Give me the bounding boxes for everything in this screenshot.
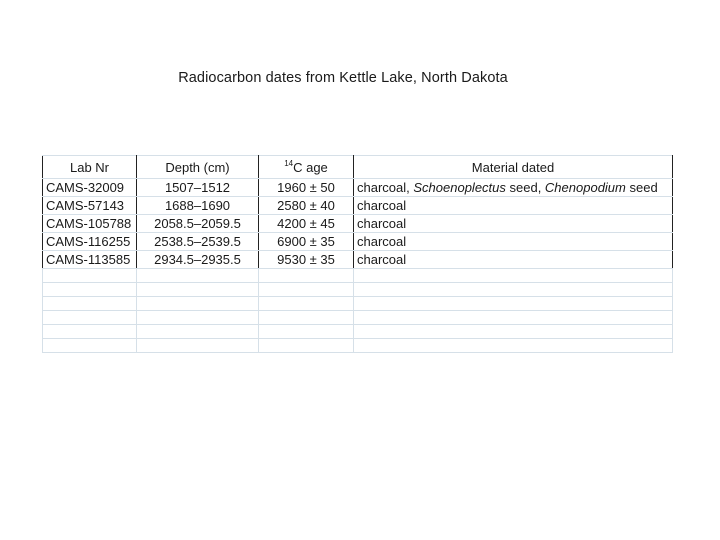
empty-row	[43, 325, 673, 339]
cell-age: 9530 ± 35	[259, 251, 354, 269]
cell-lab-nr: CAMS-116255	[43, 233, 137, 251]
cell-depth: 2538.5–2539.5	[137, 233, 259, 251]
material-text: charcoal,	[357, 180, 414, 195]
empty-row	[43, 269, 673, 283]
radiocarbon-table	[42, 155, 673, 353]
document-title: Radiocarbon dates from Kettle Lake, North Dakota	[178, 70, 508, 86]
header-depth: Depth (cm)	[137, 156, 259, 179]
table-row	[43, 233, 673, 251]
material-text: seed,	[505, 180, 545, 195]
cell-lab-nr: CAMS-57143	[43, 197, 137, 215]
cell-material: charcoal	[354, 197, 673, 215]
cell-material: charcoal	[354, 215, 673, 233]
cell-lab-nr: CAMS-105788	[43, 215, 137, 233]
table-row	[43, 179, 673, 197]
table-row	[43, 215, 673, 233]
header-lab-nr: Lab Nr	[43, 156, 137, 179]
table-row	[43, 251, 673, 269]
header-age-superscript: 14	[284, 159, 294, 168]
cell-age: 4200 ± 45	[259, 215, 354, 233]
material-taxon: Schoenoplectus	[413, 180, 506, 195]
table-row	[43, 197, 673, 215]
empty-row	[43, 339, 673, 353]
cell-age: 2580 ± 40	[259, 197, 354, 215]
cell-material: charcoal	[354, 251, 673, 269]
material-text: seed	[625, 180, 658, 195]
cell-age: 1960 ± 50	[259, 179, 354, 197]
empty-row	[43, 297, 673, 311]
cell-depth: 1507–1512	[137, 179, 259, 197]
header-age-label: C age	[293, 160, 328, 175]
header-material: Material dated	[354, 156, 673, 179]
cell-material: charcoal	[354, 233, 673, 251]
cell-depth: 2058.5–2059.5	[137, 215, 259, 233]
material-taxon: Chenopodium	[544, 180, 626, 195]
cell-depth: 1688–1690	[137, 197, 259, 215]
cell-lab-nr: CAMS-113585	[43, 251, 137, 269]
header-age	[259, 156, 354, 179]
cell-age: 6900 ± 35	[259, 233, 354, 251]
cell-material	[354, 179, 673, 197]
table-header-row	[43, 156, 673, 179]
cell-depth: 2934.5–2935.5	[137, 251, 259, 269]
empty-row	[43, 283, 673, 297]
empty-row	[43, 311, 673, 325]
cell-lab-nr: CAMS-32009	[43, 179, 137, 197]
